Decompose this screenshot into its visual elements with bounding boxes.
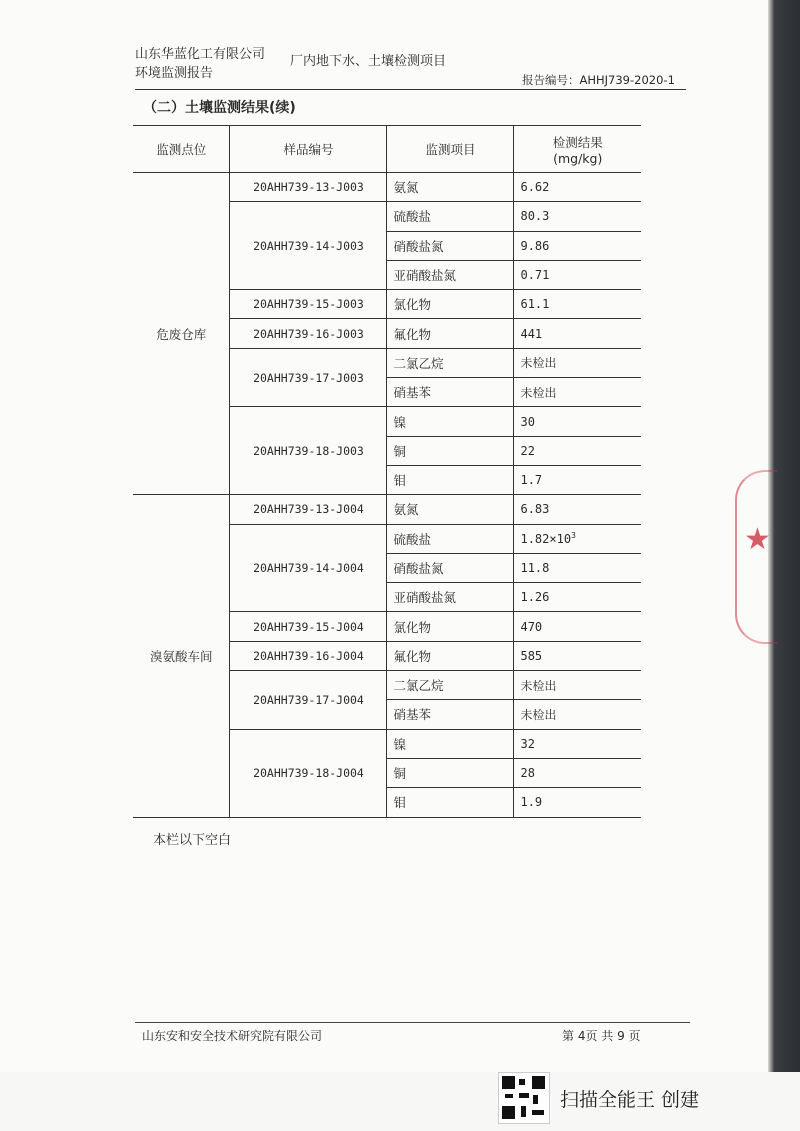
item-cell: 硝酸盐氮 bbox=[387, 553, 514, 582]
result-cell: 32 bbox=[514, 729, 641, 758]
seal-star-icon: ★ bbox=[744, 522, 771, 557]
blank-below-note: 本栏以下空白 bbox=[153, 833, 232, 848]
table-header-row bbox=[133, 126, 641, 173]
footer-page-number: 第 4页 共 9 页 bbox=[562, 1029, 641, 1043]
result-cell: 未检出 bbox=[514, 700, 641, 729]
item-cell: 二氯乙烷 bbox=[387, 671, 514, 700]
result-cell: 585 bbox=[514, 641, 641, 670]
item-cell: 氨氮 bbox=[387, 495, 514, 524]
item-cell: 铜 bbox=[387, 758, 514, 787]
result-cell: 6.62 bbox=[514, 173, 641, 202]
item-cell: 亚硝酸盐氮 bbox=[387, 583, 514, 612]
header-report-number: 报告编号：AHHJ739-2020-1 bbox=[522, 73, 675, 87]
result-cell: 22 bbox=[514, 436, 641, 465]
result-cell: 28 bbox=[514, 758, 641, 787]
sample-cell: 20AHH739-15-J003 bbox=[230, 290, 387, 319]
result-cell: 1.7 bbox=[514, 465, 641, 494]
header-report-type: 环境监测报告 bbox=[135, 66, 214, 81]
point-cell: 危废仓库 bbox=[133, 173, 230, 495]
result-cell: 80.3 bbox=[514, 202, 641, 231]
sample-cell: 20AHH739-16-J004 bbox=[230, 641, 387, 670]
header-test-item: 监测项目 bbox=[387, 126, 514, 173]
header-monitoring-point: 监测点位 bbox=[133, 126, 230, 173]
item-cell: 硫酸盐 bbox=[387, 202, 514, 231]
soil-results-table bbox=[133, 125, 641, 818]
result-cell: 未检出 bbox=[514, 348, 641, 377]
result-cell: 1.26 bbox=[514, 583, 641, 612]
sample-cell: 20AHH739-17-J003 bbox=[230, 348, 387, 407]
header-result-label: 检测结果 bbox=[552, 134, 603, 150]
result-cell: 470 bbox=[514, 612, 641, 641]
header-sample-id: 样品编号 bbox=[230, 126, 387, 173]
item-cell: 硫酸盐 bbox=[387, 524, 514, 553]
table-row bbox=[133, 173, 641, 202]
item-cell: 硝基苯 bbox=[387, 378, 514, 407]
item-cell: 二氯乙烷 bbox=[387, 348, 514, 377]
red-seal-stamp bbox=[735, 470, 777, 644]
result-cell: 11.8 bbox=[514, 553, 641, 582]
section-title: （二）土壤监测结果(续) bbox=[143, 100, 296, 116]
item-cell: 氟化物 bbox=[387, 641, 514, 670]
result-cell bbox=[514, 524, 641, 553]
result-cell: 441 bbox=[514, 319, 641, 348]
item-cell: 硝酸盐氮 bbox=[387, 231, 514, 260]
result-cell: 61.1 bbox=[514, 290, 641, 319]
sample-cell: 20AHH739-17-J004 bbox=[230, 671, 387, 730]
item-cell: 氯化物 bbox=[387, 612, 514, 641]
footer-institute: 山东安和安全技术研究院有限公司 bbox=[142, 1029, 323, 1043]
result-cell: 6.83 bbox=[514, 495, 641, 524]
point-cell: 溴氨酸车间 bbox=[133, 495, 230, 817]
item-cell: 亚硝酸盐氮 bbox=[387, 260, 514, 289]
item-cell: 铜 bbox=[387, 436, 514, 465]
result-cell: 未检出 bbox=[514, 671, 641, 700]
footer-divider bbox=[135, 1022, 690, 1023]
item-cell: 钼 bbox=[387, 788, 514, 817]
sample-cell: 20AHH739-14-J004 bbox=[230, 524, 387, 612]
header-project: 厂内地下水、土壤检测项目 bbox=[290, 54, 447, 69]
result-cell: 0.71 bbox=[514, 260, 641, 289]
result-cell: 9.86 bbox=[514, 231, 641, 260]
header-divider bbox=[135, 89, 686, 90]
item-cell: 镍 bbox=[387, 407, 514, 436]
sample-cell: 20AHH739-15-J004 bbox=[230, 612, 387, 641]
sample-cell: 20AHH739-16-J003 bbox=[230, 319, 387, 348]
result-exponent: 3 bbox=[571, 531, 576, 541]
header-company: 山东华蓝化工有限公司 bbox=[135, 47, 266, 62]
scanner-app-label: 扫描全能王 创建 bbox=[560, 1089, 700, 1111]
item-cell: 氯化物 bbox=[387, 290, 514, 319]
item-cell: 氟化物 bbox=[387, 319, 514, 348]
item-cell: 氨氮 bbox=[387, 173, 514, 202]
qr-code-icon bbox=[498, 1072, 550, 1124]
result-cell: 1.9 bbox=[514, 788, 641, 817]
sample-cell: 20AHH739-18-J004 bbox=[230, 729, 387, 817]
item-cell: 钼 bbox=[387, 465, 514, 494]
header-test-result bbox=[514, 126, 641, 173]
header-result-unit: (mg/kg) bbox=[553, 150, 603, 166]
item-cell: 镍 bbox=[387, 729, 514, 758]
item-cell: 硝基苯 bbox=[387, 700, 514, 729]
sample-cell: 20AHH739-18-J003 bbox=[230, 407, 387, 495]
table-row bbox=[133, 495, 641, 524]
sample-cell: 20AHH739-14-J003 bbox=[230, 202, 387, 290]
result-cell: 未检出 bbox=[514, 378, 641, 407]
sample-cell: 20AHH739-13-J003 bbox=[230, 173, 387, 202]
result-cell: 30 bbox=[514, 407, 641, 436]
sample-cell: 20AHH739-13-J004 bbox=[230, 495, 387, 524]
result-mantissa: 1.82×10 bbox=[520, 532, 572, 547]
